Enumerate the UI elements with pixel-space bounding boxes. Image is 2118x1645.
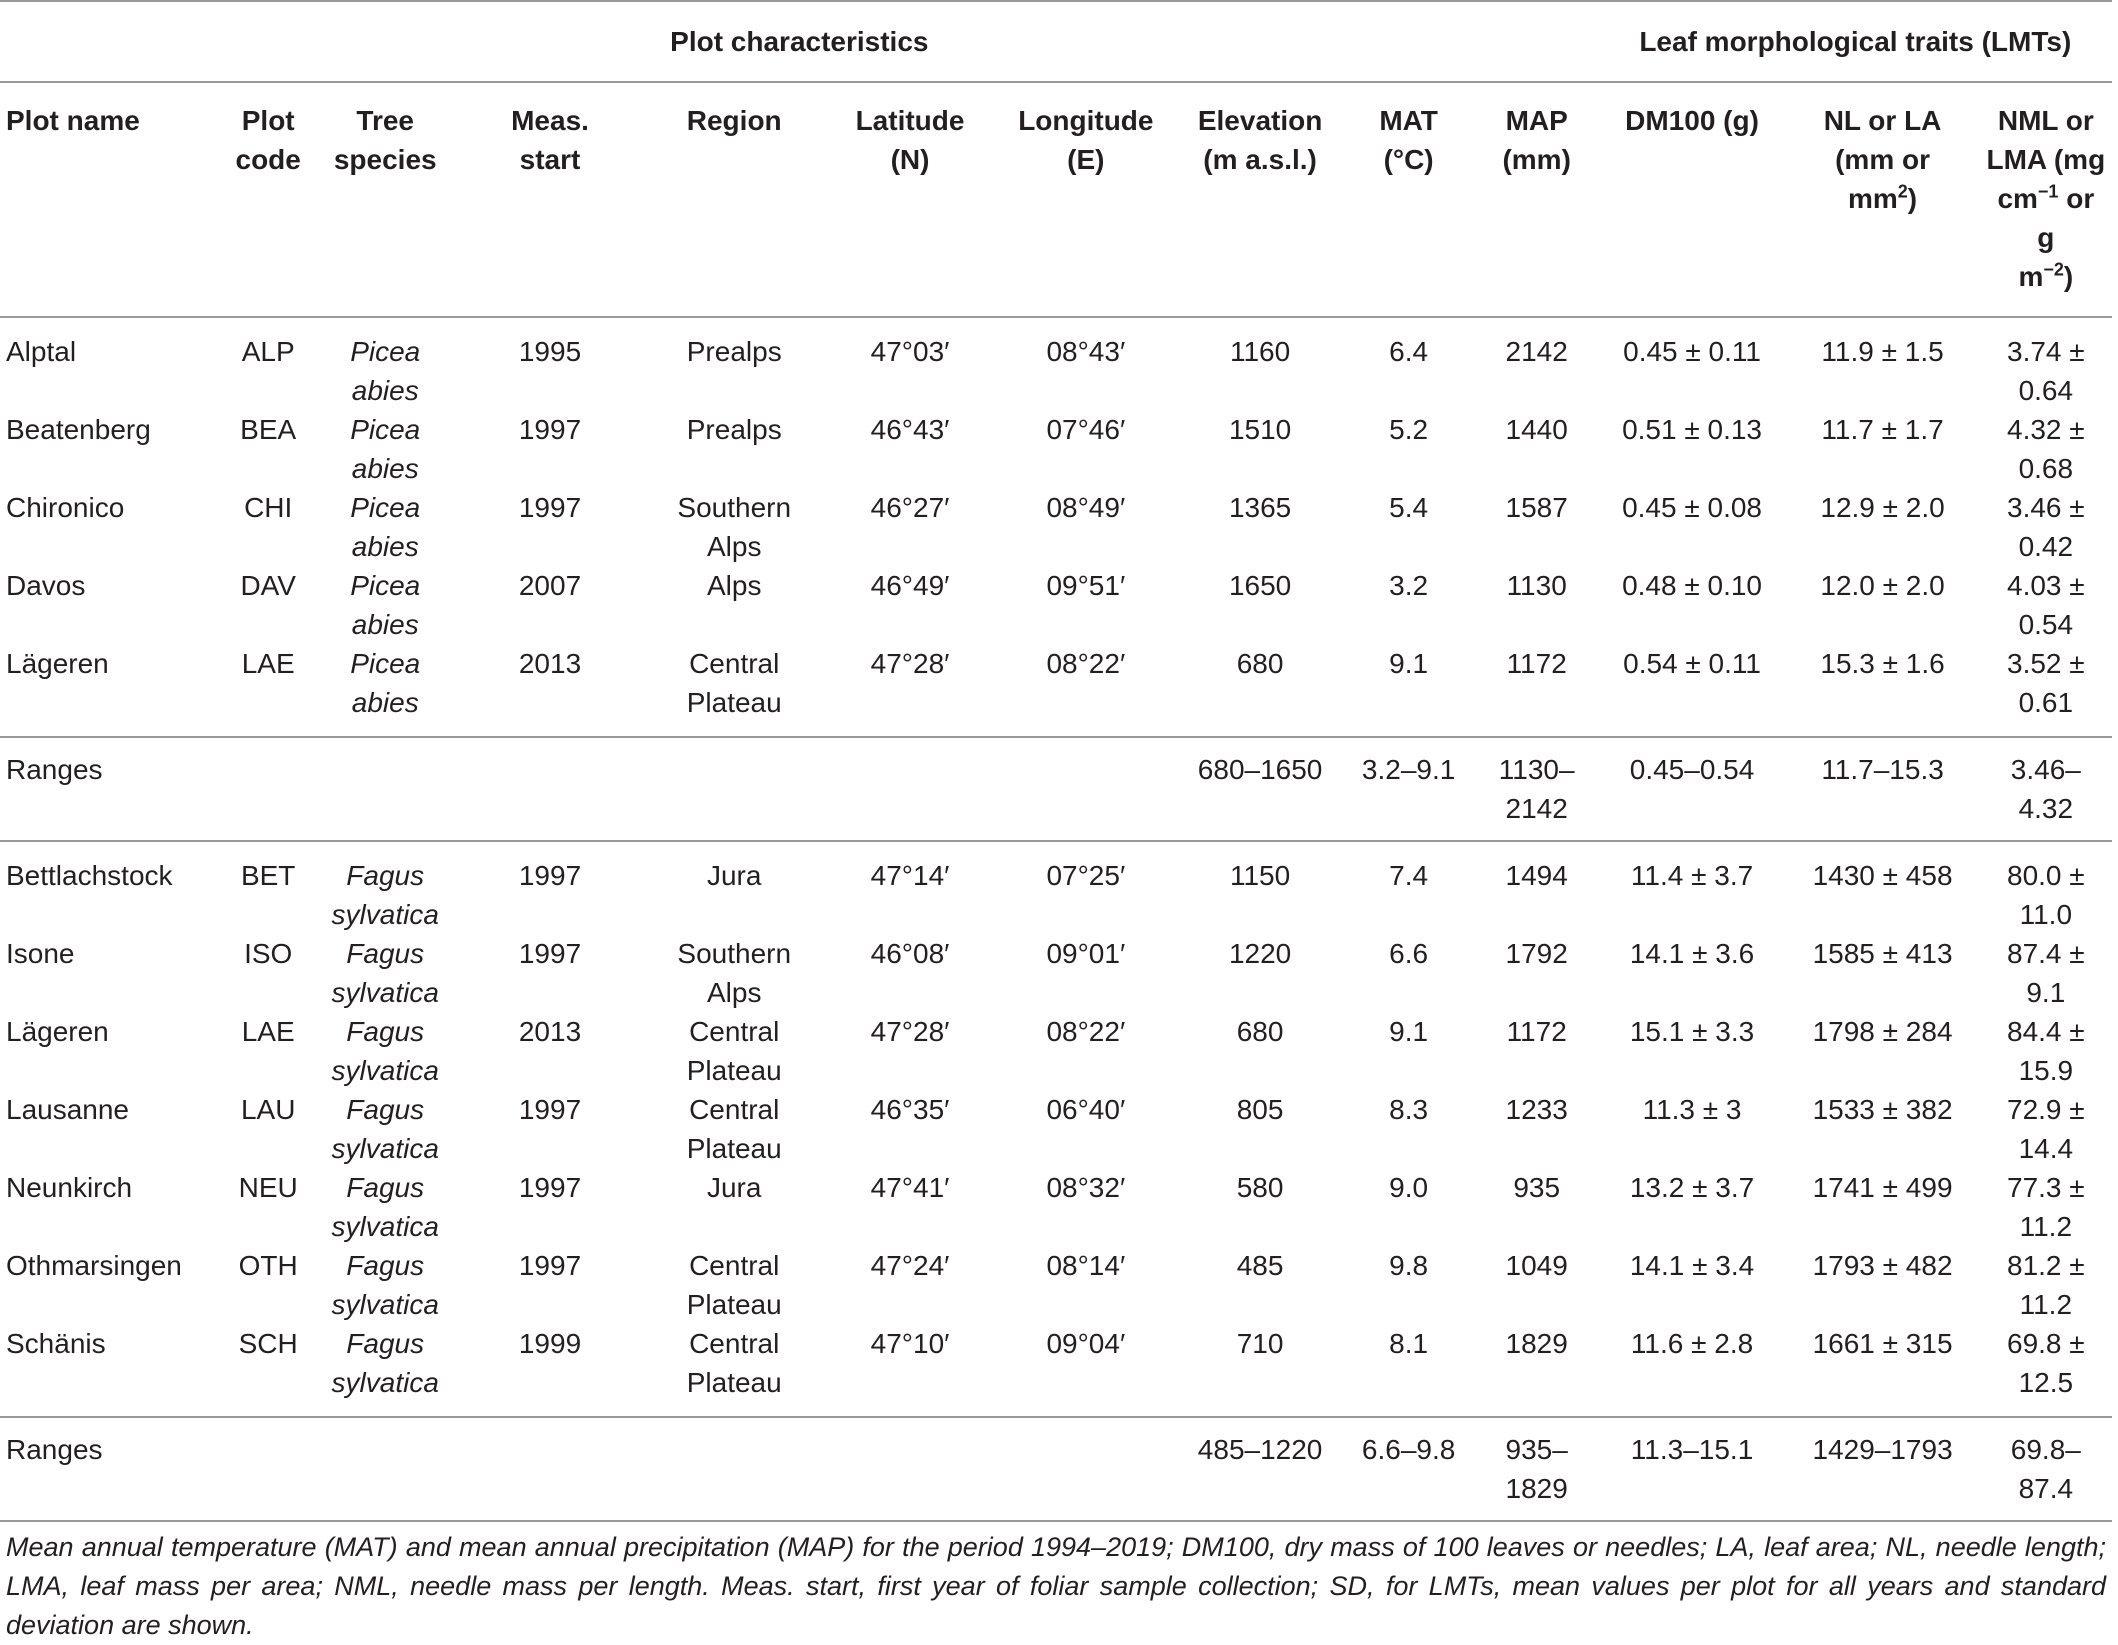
ranges-map: 1130– 2142 [1475, 737, 1599, 841]
plot-code-cell: SCH [238, 1328, 298, 1359]
nml-lma-cell: 84.4 ± 15.9 [2007, 1016, 2085, 1086]
mat-cell: 9.1 [1389, 648, 1429, 679]
tree-species-cell: Fagus sylvatica [331, 1328, 439, 1398]
map-cell: 1792 [1505, 938, 1568, 969]
mat-cell: 8.3 [1389, 1094, 1429, 1125]
latitude-cell: 46°49′ [870, 570, 950, 601]
longitude-cell: 08°22′ [1046, 1016, 1126, 1047]
mat-cell: 7.4 [1389, 860, 1429, 891]
tree-species-cell: Picea abies [350, 492, 421, 562]
map-cell: 1587 [1505, 492, 1568, 523]
table-row [0, 1324, 2112, 1417]
table-row [0, 488, 2112, 566]
tree-species-cell: Picea abies [350, 570, 421, 640]
meas-start-cell: 1999 [518, 1328, 582, 1359]
meas-start-cell: 1997 [518, 1172, 582, 1203]
nl-la-cell: 12.9 ± 2.0 [1820, 492, 1945, 523]
nl-la-cell: 12.0 ± 2.0 [1820, 570, 1945, 601]
mat-cell: 3.2 [1389, 570, 1429, 601]
latitude-cell: 46°35′ [870, 1094, 950, 1125]
dm100-cell: 0.45 ± 0.11 [1623, 336, 1761, 367]
latitude-cell: 47°03′ [870, 336, 950, 367]
longitude-cell: 07°46′ [1046, 414, 1126, 445]
plot-name-cell: Isone [6, 938, 75, 969]
nl-la-cell: 1533 ± 382 [1812, 1094, 1953, 1125]
region-cell: Central Plateau [686, 1328, 782, 1398]
col-tree-species: Tree species [313, 82, 458, 317]
col-region: Region [642, 82, 826, 317]
latitude-cell: 46°27′ [870, 492, 950, 523]
plot-code-cell: BEA [240, 414, 297, 445]
latitude-cell: 47°41′ [870, 1172, 950, 1203]
plot-code-cell: CHI [244, 492, 293, 523]
mat-cell: 9.0 [1389, 1172, 1429, 1203]
plot-name-cell: Neunkirch [6, 1172, 133, 1203]
group-header-row [0, 1, 2112, 82]
longitude-cell: 08°14′ [1046, 1250, 1126, 1281]
plot-code-cell: ISO [244, 938, 293, 969]
tree-species-cell: Fagus sylvatica [331, 1172, 439, 1242]
plot-code-cell: BET [240, 860, 296, 891]
dm100-cell: 14.1 ± 3.6 [1629, 938, 1755, 969]
col-plot-name: Plot name [0, 82, 224, 317]
longitude-cell: 09°51′ [1046, 570, 1126, 601]
elevation-cell: 1510 [1228, 414, 1292, 445]
col-nml-lma: NML or LMA (mg $cm^{-1}$ or g $m^{-2}$) [1980, 82, 2112, 317]
tree-species-cell: Fagus sylvatica [331, 938, 439, 1008]
longitude-cell: 08°32′ [1046, 1172, 1126, 1203]
plot-code-cell: ALP [241, 336, 295, 367]
ranges-map: 935– 1829 [1475, 1417, 1599, 1521]
dm100-cell: 15.1 ± 3.3 [1629, 1016, 1755, 1047]
nml-lma-cell: 69.8 ± 12.5 [2007, 1328, 2085, 1398]
latitude-cell: 47°10′ [870, 1328, 950, 1359]
elevation-cell: 1150 [1229, 860, 1291, 891]
longitude-cell: 07°25′ [1046, 860, 1126, 891]
ranges-dm100: 11.3–15.1 [1599, 1417, 1786, 1521]
latitude-cell: 47°24′ [870, 1250, 950, 1281]
mat-cell: 6.6 [1389, 938, 1429, 969]
col-plot-code: Plot code [224, 82, 313, 317]
latitude-cell: 47°14′ [870, 860, 950, 891]
nl-la-cell: 15.3 ± 1.6 [1820, 648, 1945, 679]
mat-cell: 8.1 [1389, 1328, 1429, 1359]
table-row [0, 566, 2112, 644]
region-cell: Jura [706, 860, 762, 891]
elevation-cell: 710 [1236, 1328, 1284, 1359]
nml-lma-cell: 3.74 ± 0.64 [2007, 336, 2085, 406]
ranges-mat: 6.6–9.8 [1342, 1417, 1474, 1521]
elevation-cell: 1365 [1228, 492, 1292, 523]
map-cell: 1130 [1506, 570, 1567, 601]
nml-lma-cell: 87.4 ± 9.1 [2007, 938, 2085, 1008]
nml-lma-cell: 3.52 ± 0.61 [2007, 648, 2085, 718]
table-row [0, 410, 2112, 488]
dm100-cell: 11.6 ± 2.8 [1630, 1328, 1754, 1359]
plot-name-cell: Chironico [6, 492, 125, 523]
nl-la-cell: 11.9 ± 1.5 [1821, 336, 1944, 367]
latitude-cell: 47°28′ [870, 1016, 950, 1047]
nl-la-cell: 1585 ± 413 [1812, 938, 1953, 969]
plot-name-cell: Davos [6, 570, 86, 601]
ranges-row [0, 1417, 2112, 1521]
plot-name-cell: Lausanne [6, 1094, 130, 1125]
region-cell: Central Plateau [686, 648, 782, 718]
dm100-cell: 0.51 ± 0.13 [1622, 414, 1762, 445]
region-cell: Central Plateau [686, 1016, 782, 1086]
meas-start-cell: 1997 [518, 938, 582, 969]
meas-start-cell: 1997 [518, 414, 582, 445]
latitude-cell: 46°43′ [870, 414, 950, 445]
ranges-mat: 3.2–9.1 [1342, 737, 1474, 841]
nml-lma-cell: 4.03 ± 0.54 [2007, 570, 2085, 640]
tree-species-cell: Picea abies [350, 414, 421, 484]
plot-code-cell: OTH [238, 1250, 298, 1281]
mat-cell: 9.8 [1389, 1250, 1429, 1281]
elevation-cell: 805 [1236, 1094, 1284, 1125]
map-cell: 1829 [1505, 1328, 1568, 1359]
col-map: MAP (mm) [1475, 82, 1599, 317]
col-nl-la: NL or LA (mm or $mm^2$) [1785, 82, 1979, 317]
dm100-cell: 0.45 ± 0.08 [1622, 492, 1762, 523]
longitude-cell: 08°49′ [1046, 492, 1126, 523]
col-elevation: Elevation (m a.s.l.) [1178, 82, 1343, 317]
nml-lma-cell: 80.0 ± 11.0 [2007, 860, 2085, 930]
meas-start-cell: 1997 [518, 492, 582, 523]
elevation-cell: 1650 [1228, 570, 1292, 601]
latitude-cell: 47°28′ [870, 648, 950, 679]
plot-name-cell: Schänis [6, 1328, 106, 1359]
ranges-elevation: 485–1220 [1178, 1417, 1343, 1521]
plot-code-cell: LAE [241, 1016, 295, 1047]
dm100-cell: 13.2 ± 3.7 [1629, 1172, 1755, 1203]
group-header-lmt: Leaf morphological traits (LMTs) [1599, 1, 2112, 82]
nl-la-cell: 1430 ± 458 [1812, 860, 1953, 891]
table-row [0, 1090, 2112, 1168]
mat-cell: 5.4 [1389, 492, 1429, 523]
ranges-row [0, 737, 2112, 841]
plot-code-cell: NEU [238, 1172, 298, 1203]
ranges-nml: 69.8–87.4 [1980, 1417, 2112, 1521]
col-mat: MAT (°C) [1342, 82, 1474, 317]
ranges-nl: 11.7–15.3 [1785, 737, 1979, 841]
table-row [0, 1012, 2112, 1090]
plot-name-cell: Lägeren [6, 1016, 109, 1047]
map-cell: 935 [1513, 1172, 1561, 1203]
latitude-cell: 46°08′ [870, 938, 950, 969]
mat-cell: 9.1 [1389, 1016, 1429, 1047]
ranges-label: Ranges [0, 1417, 224, 1521]
mat-cell: 5.2 [1389, 414, 1429, 445]
col-longitude: Longitude (E) [994, 82, 1178, 317]
tree-species-cell: Fagus sylvatica [331, 860, 439, 930]
nml-lma-cell: 4.32 ± 0.68 [2007, 414, 2085, 484]
map-cell: 1440 [1505, 414, 1568, 445]
elevation-cell: 1160 [1229, 336, 1291, 367]
region-cell: Prealps [686, 336, 782, 367]
plot-name-cell: Bettlachstock [6, 860, 173, 891]
map-cell: 2142 [1505, 336, 1568, 367]
meas-start-cell: 1995 [518, 336, 582, 367]
nl-la-cell: 11.7 ± 1.7 [1821, 414, 1944, 445]
table-footnote: Mean annual temperature (MAT) and mean annual precipitation (MAP) for the period 1994–2019; DM100, dry mass of 100 leaves or needles; LA, leaf area; NL, needle length; LMA, leaf mass per area; NML, needle mass per length. Meas. start, first year of foliar sample collection; SD, for LMTs, mean values per plot for all years and standard deviation are shown. [6, 1532, 2106, 1640]
table-row [0, 841, 2112, 934]
longitude-cell: 09°04′ [1046, 1328, 1126, 1359]
tree-species-cell: Picea abies [350, 336, 421, 406]
tree-species-cell: Fagus sylvatica [331, 1016, 439, 1086]
meas-start-cell: 1997 [518, 1094, 582, 1125]
map-cell: 1049 [1505, 1250, 1568, 1281]
map-cell: 1233 [1505, 1094, 1568, 1125]
table-row [0, 934, 2112, 1012]
nl-la-cell: 1793 ± 482 [1812, 1250, 1953, 1281]
region-cell: Prealps [686, 414, 782, 445]
plot-name-cell: Othmarsingen [6, 1250, 182, 1281]
dm100-cell: 0.54 ± 0.11 [1623, 648, 1761, 679]
plot-name-cell: Lägeren [6, 648, 109, 679]
nl-la-cell: 1798 ± 284 [1812, 1016, 1953, 1047]
table-row [0, 1168, 2112, 1246]
table-row [0, 644, 2112, 737]
meas-start-cell: 2013 [518, 648, 582, 679]
mat-cell: 6.4 [1389, 336, 1429, 367]
elevation-cell: 680 [1236, 1016, 1284, 1047]
spruce-section [0, 317, 2112, 737]
dm100-cell: 14.1 ± 3.4 [1629, 1250, 1755, 1281]
tree-species-cell: Fagus sylvatica [331, 1094, 439, 1164]
region-cell: Jura [706, 1172, 762, 1203]
plot-code-cell: DAV [240, 570, 296, 601]
plot-code-cell: LAE [241, 648, 295, 679]
ranges-nl: 1429–1793 [1785, 1417, 1979, 1521]
plot-name-cell: Beatenberg [6, 414, 151, 445]
table-row [0, 317, 2112, 410]
meas-start-cell: 2007 [518, 570, 582, 601]
spruce-ranges-section [0, 737, 2112, 841]
nml-lma-cell: 77.3 ± 11.2 [2007, 1172, 2085, 1242]
longitude-cell: 08°22′ [1046, 648, 1126, 679]
dm100-cell: 11.4 ± 3.7 [1630, 860, 1754, 891]
longitude-cell: 06°40′ [1046, 1094, 1126, 1125]
region-cell: Central Plateau [686, 1250, 782, 1320]
ranges-label: Ranges [0, 737, 224, 841]
column-header-row [0, 82, 2112, 317]
col-latitude: Latitude (N) [826, 82, 994, 317]
longitude-cell: 08°43′ [1046, 336, 1126, 367]
ranges-elevation: 680–1650 [1178, 737, 1343, 841]
nml-lma-cell: 81.2 ± 11.2 [2007, 1250, 2085, 1320]
map-cell: 1172 [1506, 648, 1567, 679]
dm100-cell: 0.48 ± 0.10 [1622, 570, 1762, 601]
nml-lma-cell: 3.46 ± 0.42 [2007, 492, 2085, 562]
plot-name-cell: Alptal [6, 336, 77, 367]
beech-ranges-section [0, 1417, 2112, 1521]
region-cell: Southern Alps [677, 938, 792, 1008]
beech-section [0, 841, 2112, 1417]
ranges-nml: 3.46–4.32 [1980, 737, 2112, 841]
elevation-cell: 680 [1236, 648, 1284, 679]
col-meas-start: Meas. start [458, 82, 643, 317]
meas-start-cell: 1997 [518, 860, 582, 891]
elevation-cell: 1220 [1228, 938, 1292, 969]
dm100-cell: 11.3 ± 3 [1642, 1094, 1742, 1125]
plot-code-cell: LAU [240, 1094, 296, 1125]
meas-start-cell: 1997 [518, 1250, 582, 1281]
meas-start-cell: 2013 [518, 1016, 582, 1047]
map-cell: 1172 [1506, 1016, 1567, 1047]
group-header-plot: Plot characteristics [0, 1, 1599, 82]
tree-species-cell: Fagus sylvatica [331, 1250, 439, 1320]
elevation-cell: 580 [1236, 1172, 1284, 1203]
elevation-cell: 485 [1236, 1250, 1284, 1281]
col-dm100: DM100 (g) [1599, 82, 1786, 317]
region-cell: Southern Alps [677, 492, 792, 562]
nml-lma-cell: 72.9 ± 14.4 [2007, 1094, 2085, 1164]
region-cell: Central Plateau [686, 1094, 782, 1164]
nl-la-cell: 1661 ± 315 [1812, 1328, 1953, 1359]
longitude-cell: 09°01′ [1046, 938, 1126, 969]
map-cell: 1494 [1505, 860, 1568, 891]
tree-species-cell: Picea abies [350, 648, 421, 718]
nl-la-cell: 1741 ± 499 [1812, 1172, 1953, 1203]
region-cell: Alps [706, 570, 762, 601]
table-row [0, 1246, 2112, 1324]
ranges-dm100: 0.45–0.54 [1599, 737, 1786, 841]
